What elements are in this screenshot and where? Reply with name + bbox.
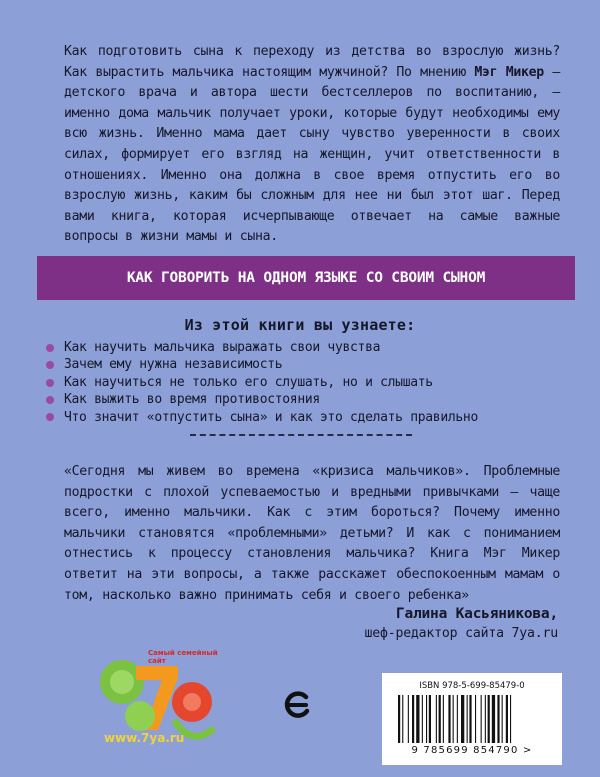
publisher-logo-icon — [284, 690, 312, 720]
list-item — [46, 374, 566, 391]
list-item — [46, 339, 566, 356]
bullet-dot-icon — [46, 396, 54, 404]
learn-heading: Из этой книги вы узнаете: — [184, 316, 416, 334]
intro-text-end: — детского врача и автора шести бестселлеров по воспитанию, — именно дома мальчик получает уроки, которые будут необходимы ему всю жизнь. Именно мама дает сыну чувство уверенности в своих силах, формирует его взгляд на женщин, учит ответственности в отношениях. Именно она должна в свое время отпустить его во взрослую жизнь, каким бы сложным для нее ни был этот шаг. Перед вами книга, которая исчерпывающе отвечает на самые важные вопросы в жизни мамы и сына. — [64, 64, 560, 245]
quote-author-name: Галина Касьяникова, — [395, 606, 558, 622]
list-item-text: Как научить мальчика выражать свои чувства — [64, 340, 381, 355]
review-quote: «Сегодня мы живем во времена «кризиса мальчиков». Проблемные подростки с плохой успеваемостью и вредными привычками — чаще всего, именно мальчики. Как с этим бороться? Почему именно мальчики становятся «проблемными» детьми? И как с пониманием отнестись к процессу становления мальчика? Книга Мэг Микер ответит на эти вопросы, а также расскажет обеспокоенным мамам о том, насколько важно принимать себя и своего ребенка» — [64, 464, 560, 603]
list-item — [46, 409, 566, 426]
intro-paragraph — [64, 42, 560, 248]
learn-list — [46, 339, 566, 426]
title-banner: КАК ГОВОРИТЬ НА ОДНОМ ЯЗЫКЕ СО СВОИМ СЫНОМ — [37, 256, 575, 300]
bullet-dot-icon — [46, 413, 54, 421]
list-item-text: Как выжить во время противостояния — [64, 392, 320, 408]
dashed-divider — [190, 434, 412, 436]
quote-author-role: шеф-редактор сайта 7ya.ru — [364, 626, 558, 641]
list-item — [46, 391, 566, 408]
barcode-digits: 9 785699 854790 > — [411, 745, 533, 756]
logo-tagline: Самый семейный сайт — [148, 649, 218, 665]
bullet-dot-icon — [46, 344, 54, 352]
isbn-label: ISBN 978-5-699-85479-0 — [419, 681, 525, 691]
logo-url: www.7ya.ru — [104, 731, 185, 745]
barcode-icon — [396, 695, 548, 745]
intro-text-start: Как подготовить сына к переходу из детства во взрослую жизнь? Как вырастить мальчика настоящим мужчиной? По мнению — [64, 44, 560, 80]
list-item-text: Что значит «отпустить сына» и как это сделать правильно — [64, 409, 478, 425]
barcode-panel — [382, 673, 562, 765]
list-item-text: Как научиться не только его слушать, но и слышать — [64, 374, 433, 390]
quote-author — [365, 605, 559, 643]
bullet-dot-icon — [46, 379, 54, 387]
list-item-text: Зачем ему нужна независимость — [64, 357, 283, 373]
bullet-dot-icon — [46, 361, 54, 369]
list-item — [46, 356, 566, 373]
author-name: Мэг Микер — [474, 64, 544, 80]
